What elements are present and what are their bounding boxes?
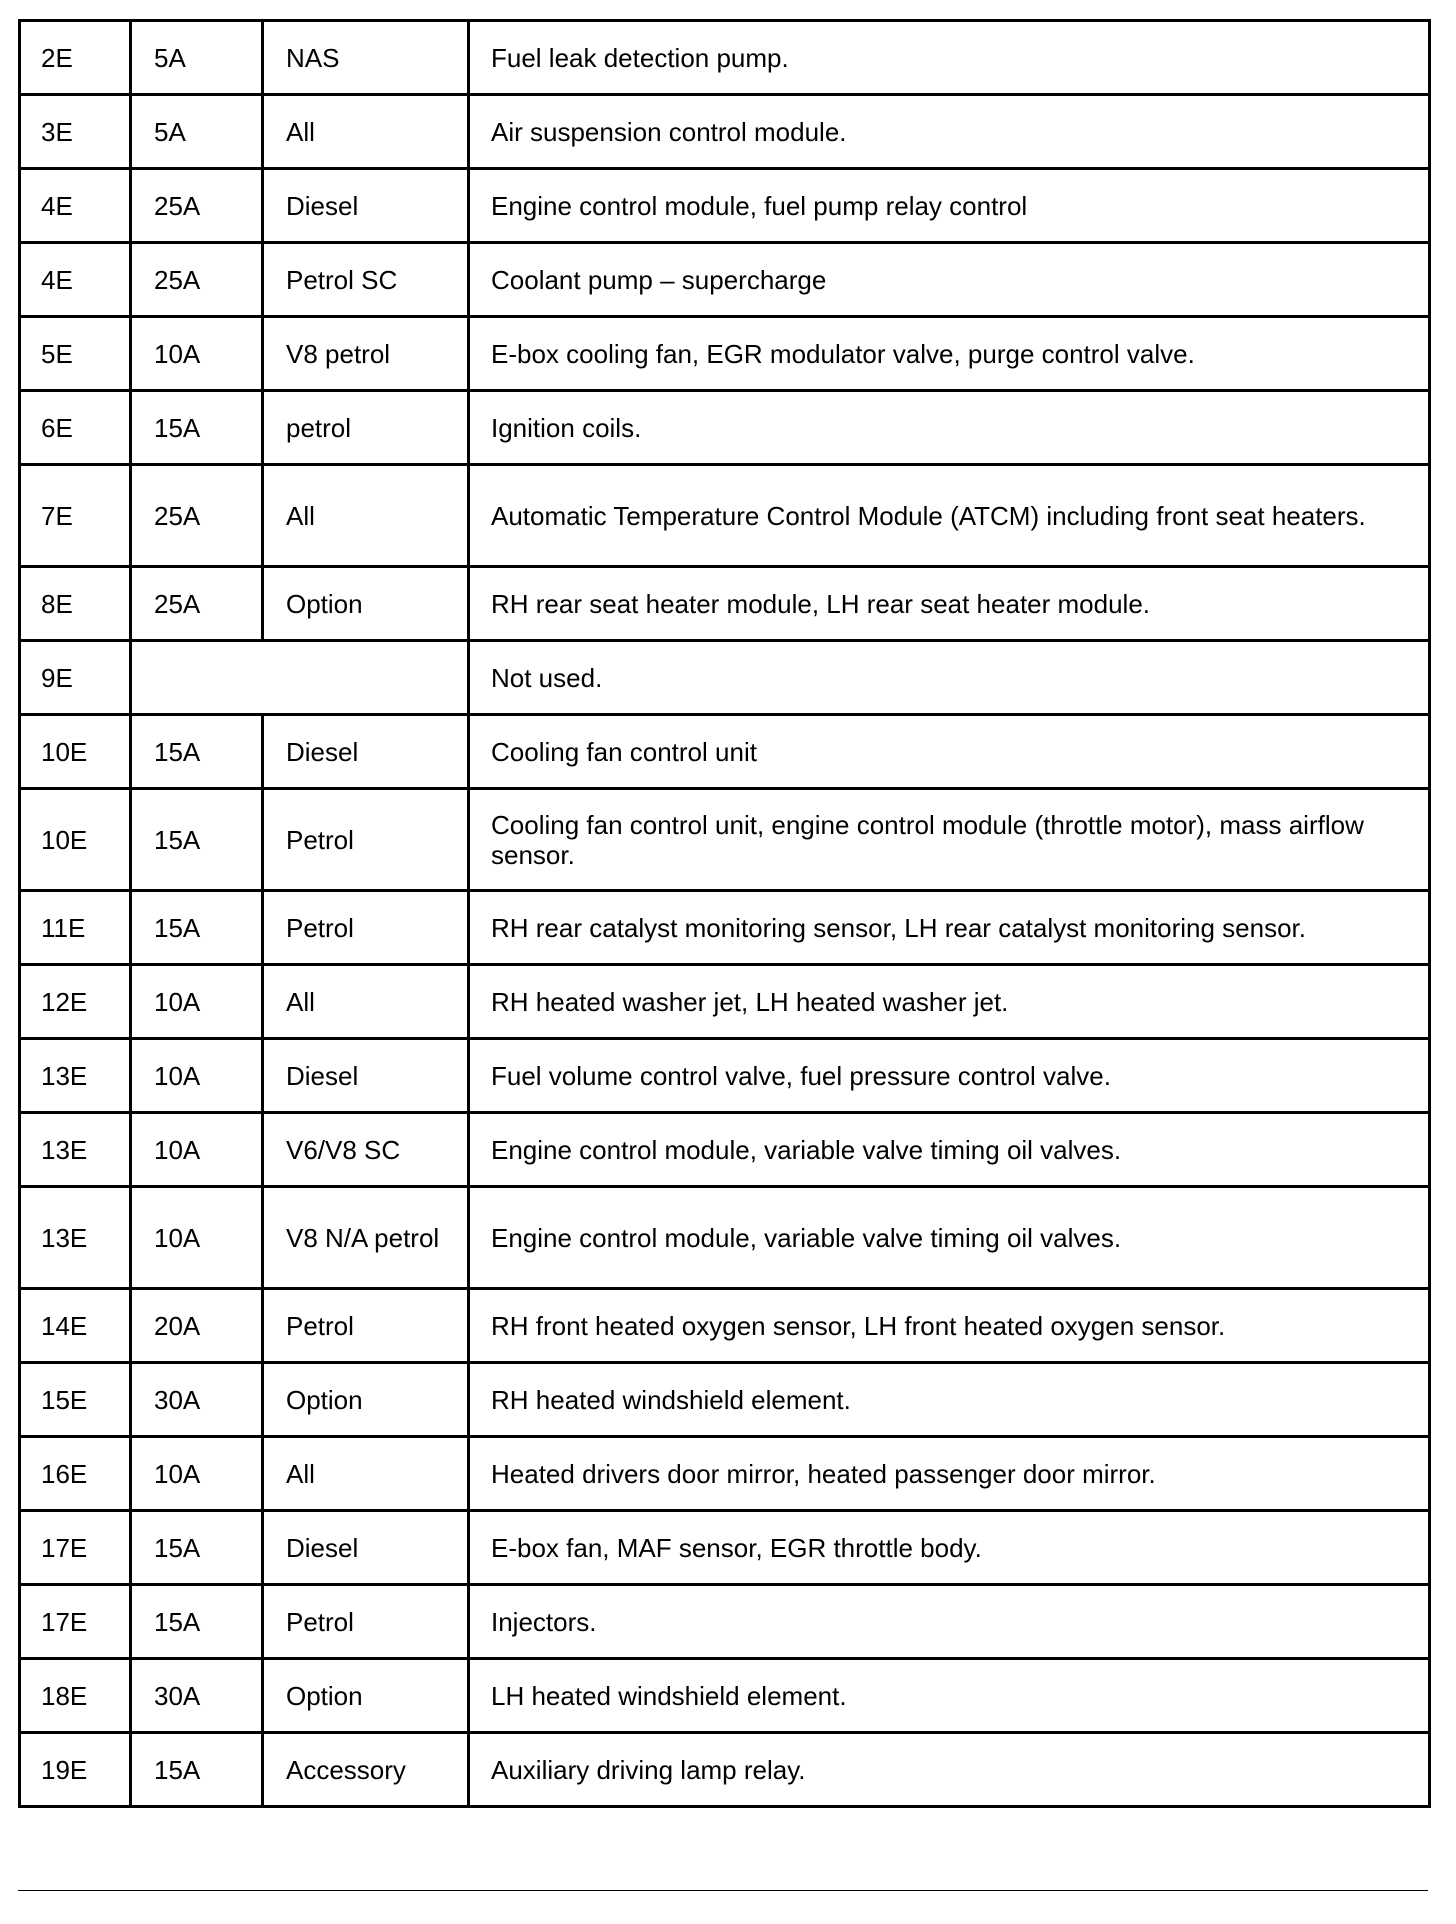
circuit-description-cell: Fuel leak detection pump.	[469, 21, 1430, 95]
fuse-number-cell: 8E	[20, 567, 131, 641]
table-row	[20, 1039, 1430, 1113]
fuse-number-cell: 17E	[20, 1511, 131, 1585]
vehicle-variant-cell: petrol	[263, 391, 469, 465]
fuse-rating-cell: 10A	[131, 1187, 263, 1289]
fuse-number-cell: 10E	[20, 715, 131, 789]
fuse-number-cell: 11E	[20, 891, 131, 965]
fuse-rating-cell: 10A	[131, 1113, 263, 1187]
fuse-number-cell: 14E	[20, 1289, 131, 1363]
fuse-rating-cell: 10A	[131, 965, 263, 1039]
fuse-rating-cell: 25A	[131, 465, 263, 567]
fuse-rating-cell: 30A	[131, 1363, 263, 1437]
vehicle-variant-cell: Diesel	[263, 1511, 469, 1585]
fuse-rating-cell: 15A	[131, 1585, 263, 1659]
circuit-description-cell: Automatic Temperature Control Module (ATCM) including front seat heaters.	[469, 465, 1430, 567]
fuse-number-cell: 3E	[20, 95, 131, 169]
circuit-description-cell: Auxiliary driving lamp relay.	[469, 1733, 1430, 1807]
table-row	[20, 1187, 1430, 1289]
vehicle-variant-cell: Option	[263, 567, 469, 641]
fuse-number-cell: 12E	[20, 965, 131, 1039]
vehicle-variant-cell: All	[263, 1437, 469, 1511]
table-row	[20, 1289, 1430, 1363]
fuse-rating-cell: 10A	[131, 1437, 263, 1511]
vehicle-variant-cell: NAS	[263, 21, 469, 95]
vehicle-variant-cell: All	[263, 95, 469, 169]
fuse-rating-cell: 15A	[131, 1511, 263, 1585]
vehicle-variant-cell: Diesel	[263, 1039, 469, 1113]
circuit-description-cell: Not used.	[469, 641, 1430, 715]
vehicle-variant-cell: Petrol	[263, 1585, 469, 1659]
table-row	[20, 715, 1430, 789]
table-row	[20, 169, 1430, 243]
table-row	[20, 1363, 1430, 1437]
circuit-description-cell: Cooling fan control unit	[469, 715, 1430, 789]
table-row	[20, 21, 1430, 95]
fuse-number-cell: 4E	[20, 169, 131, 243]
table-row	[20, 95, 1430, 169]
fuse-number-cell: 9E	[20, 641, 131, 715]
table-row	[20, 1659, 1430, 1733]
fuse-rating-cell: 5A	[131, 21, 263, 95]
fuse-number-cell: 13E	[20, 1187, 131, 1289]
fuse-rating-cell: 15A	[131, 715, 263, 789]
table-row	[20, 391, 1430, 465]
circuit-description-cell: Engine control module, variable valve timing oil valves.	[469, 1187, 1430, 1289]
vehicle-variant-cell: V8 petrol	[263, 317, 469, 391]
circuit-description-cell: Engine control module, variable valve timing oil valves.	[469, 1113, 1430, 1187]
vehicle-variant-cell: Petrol SC	[263, 243, 469, 317]
fuse-number-cell: 10E	[20, 789, 131, 891]
fuse-table	[18, 19, 1431, 1808]
circuit-description-cell: LH heated windshield element.	[469, 1659, 1430, 1733]
fuse-rating-cell: 15A	[131, 891, 263, 965]
fuse-number-cell: 18E	[20, 1659, 131, 1733]
vehicle-variant-cell: Option	[263, 1659, 469, 1733]
circuit-description-cell: Injectors.	[469, 1585, 1430, 1659]
fuse-rating-cell: 15A	[131, 391, 263, 465]
circuit-description-cell: RH heated windshield element.	[469, 1363, 1430, 1437]
fuse-rating-cell: 10A	[131, 317, 263, 391]
circuit-description-cell: Heated drivers door mirror, heated passenger door mirror.	[469, 1437, 1430, 1511]
circuit-description-cell: Coolant pump – supercharge	[469, 243, 1430, 317]
table-row	[20, 465, 1430, 567]
table-row	[20, 1733, 1430, 1807]
fuse-number-cell: 17E	[20, 1585, 131, 1659]
table-row	[20, 243, 1430, 317]
vehicle-variant-cell: Petrol	[263, 891, 469, 965]
vehicle-variant-cell: Accessory	[263, 1733, 469, 1807]
table-row	[20, 1585, 1430, 1659]
circuit-description-cell: RH rear catalyst monitoring sensor, LH rear catalyst monitoring sensor.	[469, 891, 1430, 965]
fuse-number-cell: 5E	[20, 317, 131, 391]
fuse-rating-cell: 25A	[131, 243, 263, 317]
fuse-number-cell: 16E	[20, 1437, 131, 1511]
circuit-description-cell: Ignition coils.	[469, 391, 1430, 465]
table-row	[20, 567, 1430, 641]
circuit-description-cell: Fuel volume control valve, fuel pressure control valve.	[469, 1039, 1430, 1113]
fuse-rating-cell: 15A	[131, 789, 263, 891]
vehicle-variant-cell: Petrol	[263, 1289, 469, 1363]
circuit-description-cell: RH heated washer jet, LH heated washer jet.	[469, 965, 1430, 1039]
table-row	[20, 641, 1430, 715]
fuse-rating-cell: 30A	[131, 1659, 263, 1733]
fuse-number-cell: 4E	[20, 243, 131, 317]
circuit-description-cell: Air suspension control module.	[469, 95, 1430, 169]
fuse-number-cell: 15E	[20, 1363, 131, 1437]
table-row	[20, 965, 1430, 1039]
table-row	[20, 891, 1430, 965]
vehicle-variant-cell: V8 N/A petrol	[263, 1187, 469, 1289]
vehicle-variant-cell: Petrol	[263, 789, 469, 891]
fuse-rating-cell: 15A	[131, 1733, 263, 1807]
empty-merged-cell	[131, 641, 469, 715]
fuse-number-cell: 2E	[20, 21, 131, 95]
circuit-description-cell: RH rear seat heater module, LH rear seat heater module.	[469, 567, 1430, 641]
fuse-table-body	[20, 21, 1430, 1807]
fuse-number-cell: 13E	[20, 1039, 131, 1113]
circuit-description-cell: Cooling fan control unit, engine control module (throttle motor), mass airflow sensor.	[469, 789, 1430, 891]
vehicle-variant-cell: Option	[263, 1363, 469, 1437]
circuit-description-cell: E-box cooling fan, EGR modulator valve, purge control valve.	[469, 317, 1430, 391]
fuse-rating-cell: 5A	[131, 95, 263, 169]
fuse-number-cell: 7E	[20, 465, 131, 567]
table-row	[20, 1113, 1430, 1187]
fuse-rating-cell: 25A	[131, 567, 263, 641]
fuse-number-cell: 19E	[20, 1733, 131, 1807]
table-row	[20, 317, 1430, 391]
table-row	[20, 1511, 1430, 1585]
table-row	[20, 1437, 1430, 1511]
fuse-rating-cell: 10A	[131, 1039, 263, 1113]
fuse-number-cell: 13E	[20, 1113, 131, 1187]
circuit-description-cell: Engine control module, fuel pump relay control	[469, 169, 1430, 243]
vehicle-variant-cell: Diesel	[263, 169, 469, 243]
fuse-number-cell: 6E	[20, 391, 131, 465]
fuse-rating-cell: 20A	[131, 1289, 263, 1363]
vehicle-variant-cell: Diesel	[263, 715, 469, 789]
table-row	[20, 789, 1430, 891]
vehicle-variant-cell: V6/V8 SC	[263, 1113, 469, 1187]
vehicle-variant-cell: All	[263, 965, 469, 1039]
vehicle-variant-cell: All	[263, 465, 469, 567]
table-bottom-rule	[18, 1890, 1428, 1891]
circuit-description-cell: E-box fan, MAF sensor, EGR throttle body.	[469, 1511, 1430, 1585]
fuse-rating-cell: 25A	[131, 169, 263, 243]
circuit-description-cell: RH front heated oxygen sensor, LH front heated oxygen sensor.	[469, 1289, 1430, 1363]
